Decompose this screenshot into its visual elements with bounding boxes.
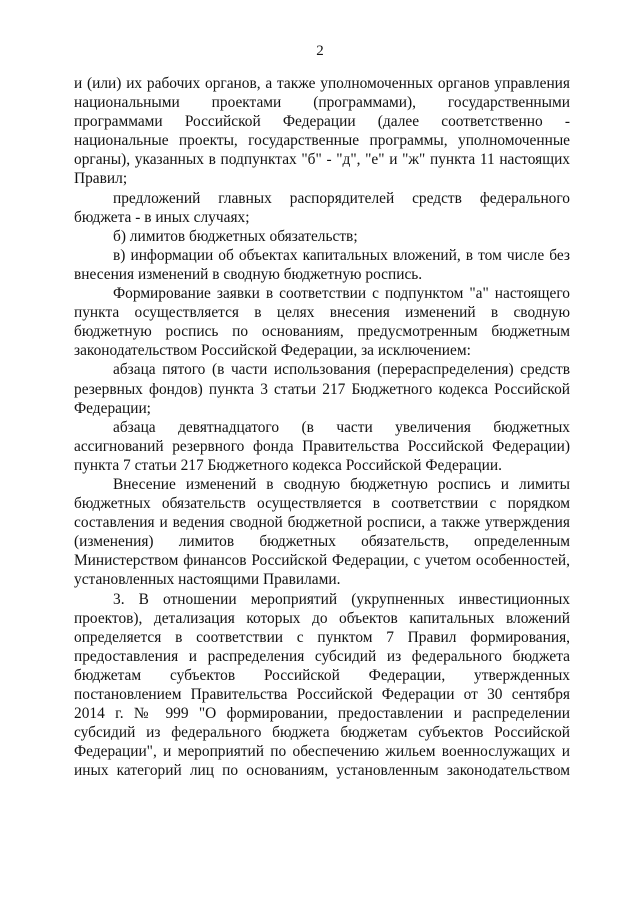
paragraph-2: предложений главных распорядителей средств федерального бюджета - в иных случаях; [74,189,570,226]
paragraph-1: и (или) их рабочих органов, а также уполномоченных органов управления национальными проектами (программами), государственными программами Российской Федерации (далее соответственно - национальные проекты, государственные программы, уполномоченные органы), указанных в подпунктах "б" - "д", "е" и "ж" пункта 11 настоящих Правил; [74,75,570,188]
paragraph-6: абзаца пятого (в части использования (перераспределения) средств резервных фондов) пункта 3 статьи 217 Бюджетного кодекса Российской Федерации; [74,361,570,417]
paragraph-5: Формирование заявки в соответствии с подпунктом "а" настоящего пункта осуществляется в целях внесения изменений в сводную бюджетную роспись по основаниям, предусмотренным бюджетным законодательством Российской Федерации, за исключением: [74,285,570,360]
paragraph-4: в) информации об объектах капитальных вложений, в том числе без внесения изменений в сводную бюджетную роспись. [74,246,570,283]
page-number: 2 [316,43,324,59]
document-body [74,74,570,780]
paragraph-8: Внесение изменений в сводную бюджетную роспись и лимиты бюджетных обязательств осуществляется в соответствии с порядком составления и ведения сводной бюджетной росписи, а также утверждения (изменения) лимитов бюджетных обязательств, определенным Министерством финансов Российской Федерации, с учетом особенностей, установленных настоящими Правилами. [74,475,570,589]
paragraph-3: б) лимитов бюджетных обязательств; [113,227,358,245]
paragraph-7: абзаца девятнадцатого (в части увеличения бюджетных ассигнований резервного фонда Правительства Российской Федерации) пункта 7 статьи 217 Бюджетного кодекса Российской Федерации. [74,418,570,474]
paragraph-9: 3. В отношении мероприятий (укрупненных инвестиционных проектов), детализация которых до объектов капитальных вложений определяется в соответствии с пунктом 7 Правил формирования, предоставления и распределения субсидий из федерального бюджета бюджетам субъектов Российской Федерации, утвержденных постановлением Правительства Российской Федерации от 30 сентября 2014 г. № 999 "О формировании, предоставлении и распределении субсидий из федерального бюджета бюджетам субъектов Российской Федерации", и мероприятий по обеспечению жильем военнослужащих и иных категорий лиц по основаниям, установленным законодательством [74,590,570,780]
